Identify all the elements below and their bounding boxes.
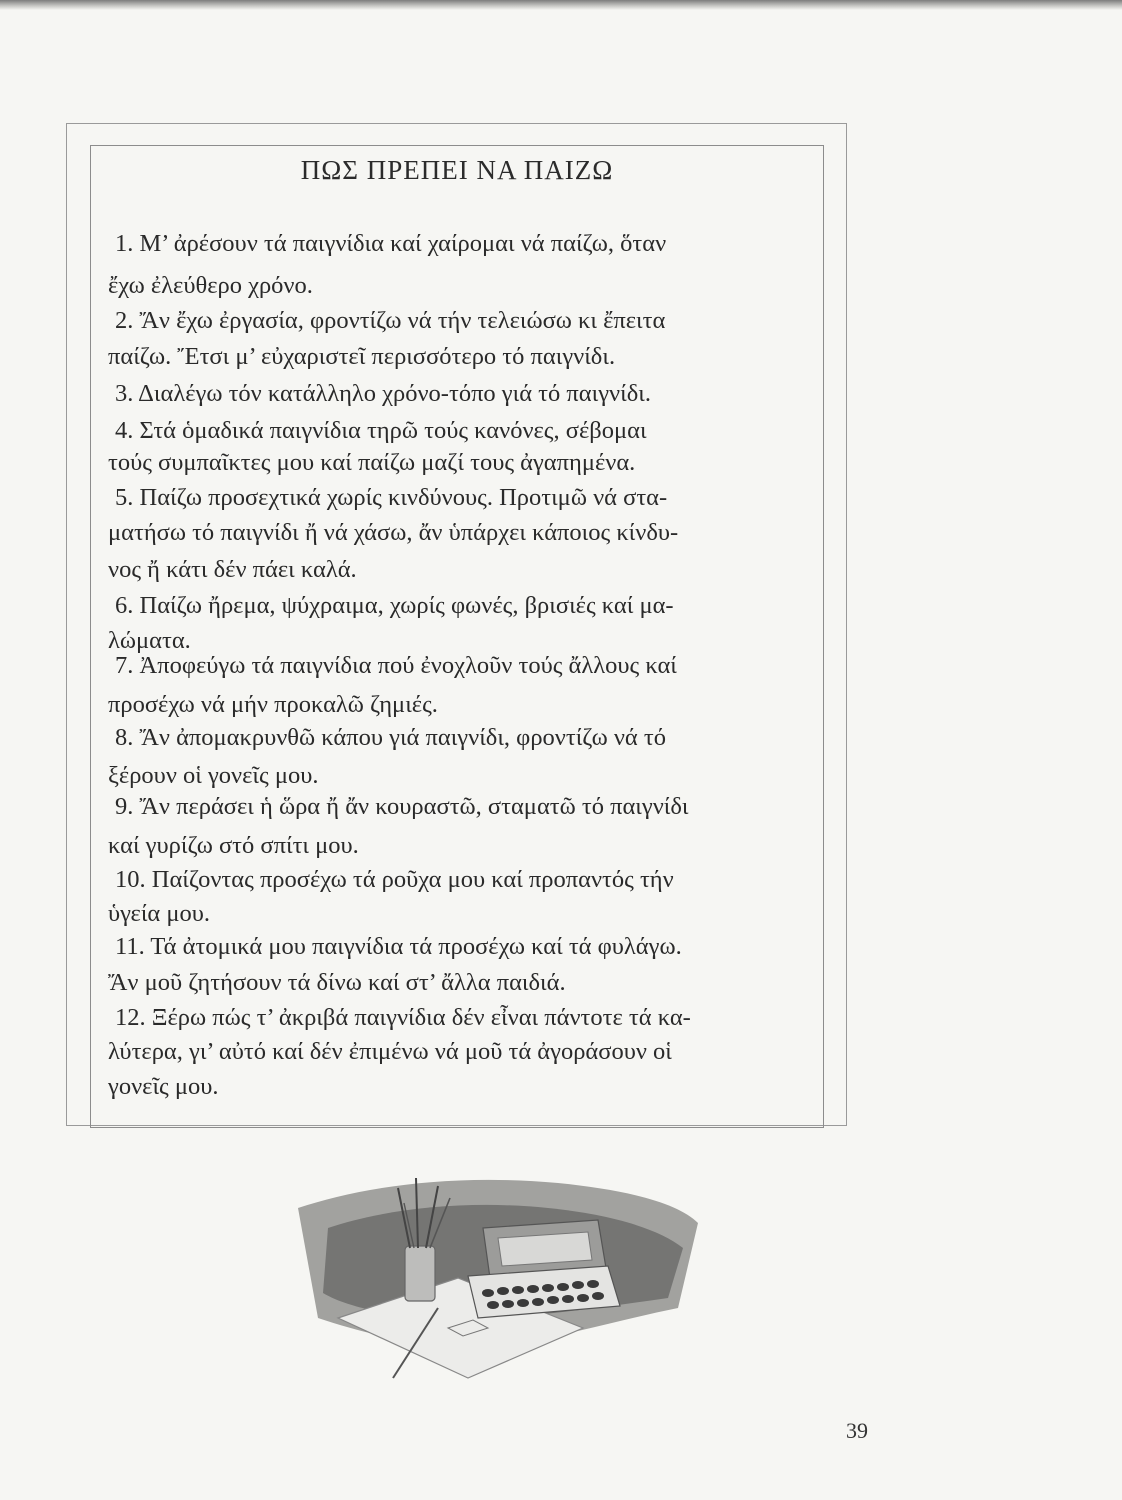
rule-line: 4. Στά ὁμαδικά παιγνίδια τηρῶ τούς κανόνες, σέβομαι	[115, 417, 647, 444]
rule-line: 12. Ξέρω πώς τ’ ἀκριβά παιγνίδια δέν εἶναι πάντοτε τά κα-	[115, 1004, 691, 1031]
rule-line: ἔχω ἐλεύθερο χρόνο.	[108, 272, 313, 299]
rule-line: 8. Ἄν ἀπομακρυνθῶ κάπου γιά παιγνίδι, φροντίζω νά τό	[115, 724, 666, 751]
page-title: ΠΩΣ ΠΡΕΠΕΙ ΝΑ ΠΑΙΖΩ	[300, 155, 614, 185]
rule-line: 7. Ἀποφεύγω τά παιγνίδια πού ἐνοχλοῦν τούς ἄλλους καί	[115, 652, 677, 679]
rule-line: 2. Ἄν ἔχω ἐργασία, φροντίζω νά τήν τελειώσω κι ἔπειτα	[115, 307, 666, 334]
rule-line: Ἄν μοῦ ζητήσουν τά δίνω καί στ’ ἄλλα παιδιά.	[108, 969, 566, 996]
scan-edge-shadow	[0, 0, 1122, 10]
page-number: 39	[846, 1418, 868, 1443]
rule-line: καί γυρίζω στό σπίτι μου.	[108, 832, 359, 859]
rule-line: 1. Μ’ ἀρέσουν τά παιγνίδια καί χαίρομαι νά παίζω, ὅταν	[115, 230, 667, 257]
rule-line: λώματα.	[108, 627, 191, 654]
rule-line: 11. Τά ἀτομικά μου παιγνίδια τά προσέχω καί τά φυλάγω.	[115, 933, 682, 960]
rule-line: τούς συμπαῖκτες μου καί παίζω μαζί τους ἀγαπημένα.	[108, 449, 636, 476]
rule-line: ματήσω τό παιγνίδι ἤ νά χάσω, ἄν ὑπάρχει κάποιος κίνδυ-	[108, 519, 679, 546]
rule-line: 3. Διαλέγω τόν κατάλληλο χρόνο-τόπο γιά τό παιγνίδι.	[115, 380, 651, 407]
rule-line: 6. Παίζω ἤρεμα, ψύχραιμα, χωρίς φωνές, βρισιές καί μα-	[115, 592, 674, 619]
rule-line: προσέχω νά μήν προκαλῶ ζημιές.	[108, 691, 438, 718]
rule-line: λύτερα, γι’ αὐτό καί δέν ἐπιμένω νά μοῦ τά ἀγοράσουν οἱ	[108, 1038, 672, 1065]
rule-line: παίζω. Ἔτσι μ’ εὐχαριστεῖ περισσότερο τό παιγνίδι.	[108, 343, 616, 370]
rule-line: νος ἤ κάτι δέν πάει καλά.	[108, 556, 357, 583]
rule-line: γονεῖς μου.	[108, 1073, 219, 1100]
rule-line: 5. Παίζω προσεχτικά χωρίς κινδύνους. Προτιμῶ νά στα-	[115, 484, 668, 511]
rule-line: ξέρουν οἱ γονεῖς μου.	[108, 762, 319, 789]
rule-line: 9. Ἄν περάσει ἡ ὥρα ἤ ἄν κουραστῶ, σταματῶ τό παιγνίδι	[115, 793, 689, 820]
rule-line: 10. Παίζοντας προσέχω τά ροῦχα μου καί προπαντός τήν	[115, 866, 674, 893]
rule-line: ὑγεία μου.	[108, 900, 211, 927]
paint-set-illustration	[298, 1168, 698, 1398]
